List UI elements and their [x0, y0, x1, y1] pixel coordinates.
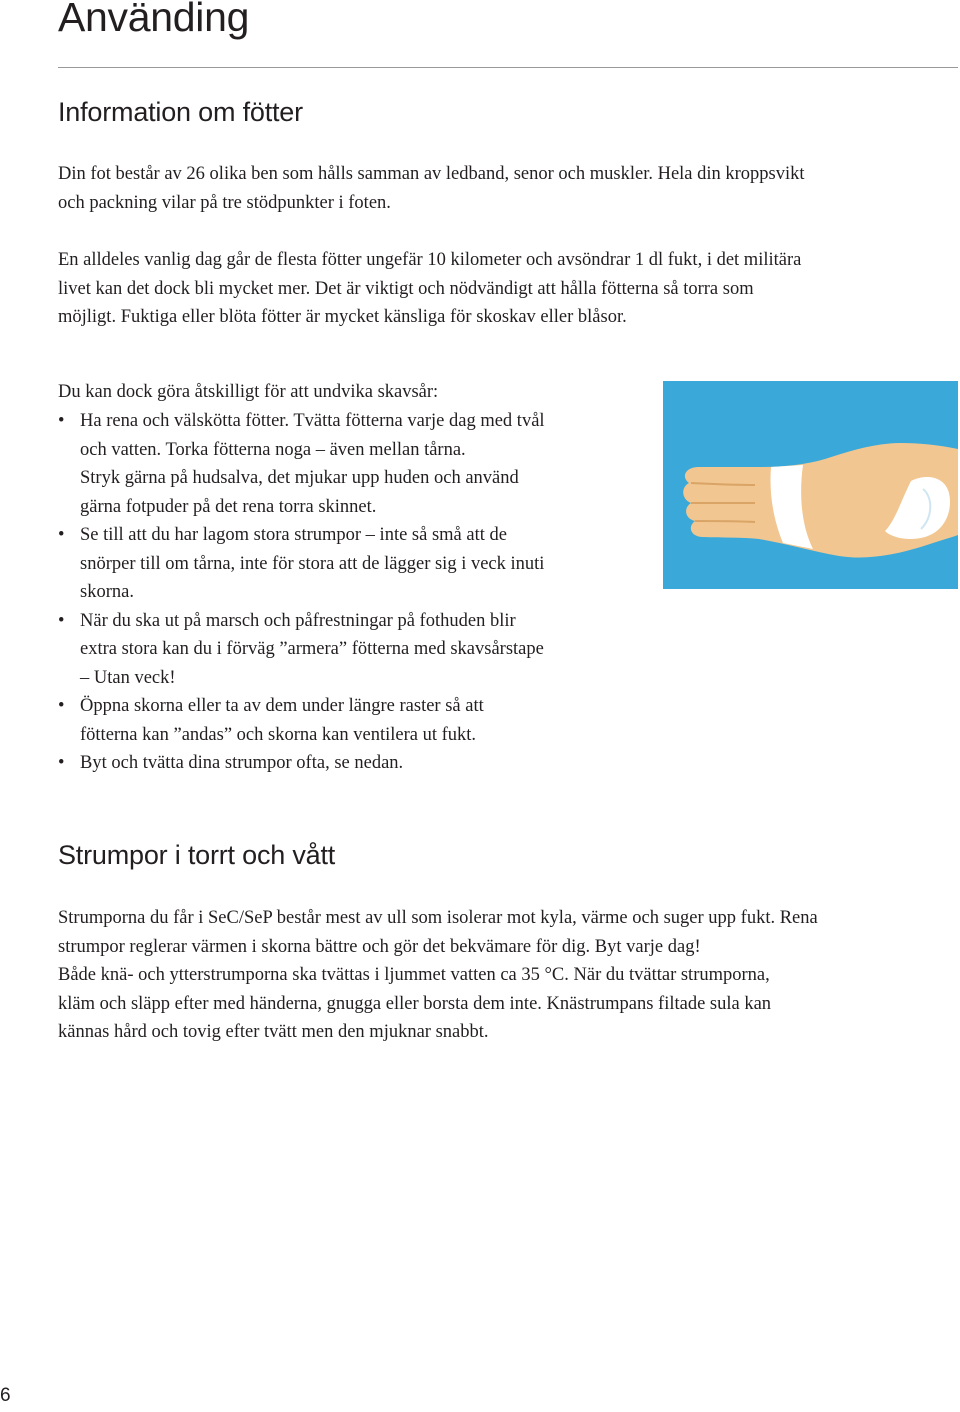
list-item [58, 607, 545, 693]
text-line: kännas hård och tovig efter tvätt men den mjuknar snabbt. [58, 1022, 489, 1042]
text-line: Strumporna du får i SeC/SeP består mest av ull som isolerar mot kyla, värme och suger upp fukt. Rena [58, 908, 818, 928]
text-line: Din fot består av 26 olika ben som hålls samman av ledband, senor och muskler. Hela din kroppsvikt [58, 164, 805, 184]
text-line: Stryk gärna på hudsalva, det mjukar upp huden och använd [80, 468, 519, 488]
title-divider [58, 67, 958, 68]
list-item [58, 692, 545, 749]
text-line: När du ska ut på marsch och påfrestningar på fothuden blir [80, 610, 516, 631]
list-item [58, 749, 545, 778]
text-line: och packning vilar på tre stödpunkter i foten. [58, 192, 391, 213]
text-line: Se till att du har lagom stora strumpor – inte så små att de [80, 525, 507, 545]
bullet-icon: • [58, 696, 65, 716]
bullet-icon: • [58, 610, 65, 631]
page-title: Använding [58, 0, 250, 40]
list-item [58, 407, 545, 521]
text-line: Öppna skorna eller ta av dem under längre raster så att [80, 696, 484, 716]
text-line: En alldeles vanlig dag går de flesta fötter ungefär 10 kilometer och avsöndrar 1 dl fukt, i det militära [58, 250, 802, 270]
text-line: Både knä- och ytterstrumporna ska tvättas i ljummet vatten ca 35 °C. När du tvättar strumporna, [58, 965, 770, 985]
text-line: fötterna kan ”andas” och skorna kan ventilera ut fukt. [80, 724, 477, 745]
section-heading-foot-info: Information om fötter [58, 97, 303, 127]
text-line: livet kan det dock bli mycket mer. Det är viktigt och nödvändigt att hålla fötterna så torra som [58, 278, 754, 299]
text-line: möjligt. Fuktiga eller blöta fötter är mycket känsliga för skoskav eller blåsor. [58, 307, 627, 327]
text-line: – Utan veck! [80, 667, 176, 688]
text-line: och vatten. Torka fötterna noga – även mellan tårna. [80, 439, 466, 460]
paragraph-foot-moisture [58, 246, 801, 332]
text-line: snörper till om tårna, inte för stora att de lägger sig i veck inuti [80, 553, 545, 574]
paragraph-sock-care [58, 904, 818, 1047]
page-number: 6 [0, 1385, 11, 1406]
list-item [58, 521, 545, 607]
bullet-icon: • [58, 525, 65, 545]
bullet-icon: • [58, 753, 65, 773]
bullet-icon: • [58, 411, 65, 431]
text-line: extra stora kan du i förväg ”armera” fötterna med skavsårstape [80, 639, 544, 659]
paragraph-foot-anatomy [58, 160, 805, 217]
blister-tips-intro: Du kan dock göra åtskilligt för att undvika skavsår: [58, 382, 439, 402]
text-line: strumpor reglerar värmen i skorna bättre och gör det bekvämare för dig. Byt varje dag! [58, 936, 701, 957]
text-line: Byt och tvätta dina strumpor ofta, se nedan. [80, 753, 404, 773]
text-line: kläm och släpp efter med händerna, gnugga eller borsta dem inte. Knästrumpans filtade sula kan [58, 993, 772, 1014]
taped-foot-illustration [663, 381, 958, 589]
blister-tips-list [58, 407, 545, 778]
text-line: Ha rena och välskötta fötter. Tvätta fötterna varje dag med tvål [80, 411, 545, 431]
text-line: skorna. [80, 582, 134, 602]
section-heading-socks: Strumpor i torrt och vått [58, 840, 336, 870]
text-line: gärna fotpuder på det rena torra skinnet. [80, 496, 377, 517]
